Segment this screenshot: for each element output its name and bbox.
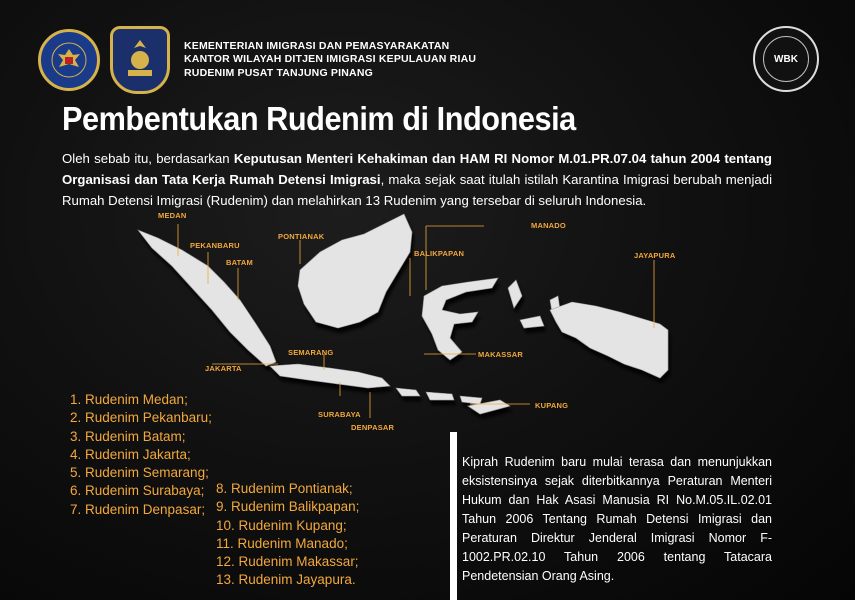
- intro-regulation: Keputusan Menteri Kehakiman dan HAM RI Nomor M.01.PR.07.04 tahun 2004 tentang Organisasi dan Tata Kerja Rumah Detensi Imigrasi: [62, 151, 772, 187]
- list-item: 3. Rudenim Batam;: [70, 428, 186, 444]
- history-note: Kiprah Rudenim baru mulai terasa dan menunjukkan eksistensinya sejak diterbitkannya Peraturan Menteri Hukum dan Hak Asasi Manusia RI No.M.05.IL.02.01 Tahun 2006 Tentang Rumah Detensi Imigrasi dan Peraturan Direktur Jenderal Imigrasi Nomor F-1002.PR.02.10 Tahun 2006 tentang Tatacara Pendetensian Orang Asing.: [462, 455, 772, 583]
- map-label-batam: BATAM: [226, 258, 253, 267]
- map-label-pekanbaru: PEKANBARU: [190, 241, 240, 250]
- map-label-kupang: KUPANG: [535, 401, 569, 410]
- institution-line-2: KANTOR WILAYAH DITJEN IMIGRASI KEPULAUAN RIAU: [184, 53, 477, 66]
- garuda-emblem-icon: [38, 29, 100, 91]
- list-item: 5. Rudenim Semarang;: [70, 465, 209, 481]
- nusa-tenggara-islands: [396, 388, 510, 414]
- vertical-divider: [450, 432, 457, 600]
- wbk-badge-text: WBK: [763, 36, 809, 82]
- map-label-balikpapan: BALIKPAPAN: [414, 249, 465, 258]
- list-item: 10. Rudenim Kupang;: [216, 517, 347, 533]
- sumatra-island: [138, 230, 276, 366]
- rudenim-list-left: [70, 391, 212, 519]
- list-item: 8. Rudenim Pontianak;: [216, 481, 353, 496]
- map-label-jayapura: JAYAPURA: [634, 251, 676, 260]
- java-island: [270, 364, 390, 388]
- papua-island: [550, 302, 668, 378]
- map-label-jakarta: JAKARTA: [205, 364, 242, 373]
- list-item: 6. Rudenim Surabaya;: [70, 483, 205, 499]
- map-label-medan: MEDAN: [158, 211, 187, 220]
- list-item: 9. Rudenim Balikpapan;: [216, 499, 360, 515]
- list-item: 13. Rudenim Jayapura.: [216, 572, 356, 588]
- list-item: 2. Rudenim Pekanbaru;: [70, 410, 212, 426]
- intro-lead: Oleh sebab itu, berdasarkan: [62, 151, 234, 166]
- header: [38, 26, 476, 94]
- sulawesi-island: [422, 278, 498, 360]
- list-item: 11. Rudenim Manado;: [216, 535, 348, 551]
- rudenim-list-right: [216, 480, 359, 590]
- institution-name: [184, 40, 476, 81]
- map-label-pontianak: PONTIANAK: [278, 232, 325, 241]
- map-label-denpasar: DENPASAR: [351, 423, 395, 432]
- imigrasi-emblem-icon: [110, 26, 170, 94]
- map-label-manado: MANADO: [531, 221, 566, 230]
- list-item: 1. Rudenim Medan;: [70, 392, 188, 407]
- page-title: Pembentukan Rudenim di Indonesia: [62, 100, 576, 137]
- map-label-makassar: MAKASSAR: [478, 350, 523, 359]
- wbk-badge-icon: [753, 26, 819, 92]
- list-item: 4. Rudenim Jakarta;: [70, 446, 191, 462]
- list-item: 12. Rudenim Makassar;: [216, 554, 359, 570]
- institution-line-1: KEMENTERIAN IMIGRASI DAN PEMASYARAKATAN: [184, 39, 450, 52]
- list-item: 7. Rudenim Denpasar;: [70, 501, 206, 517]
- map-label-semarang: SEMARANG: [288, 348, 334, 357]
- institution-line-3: RUDENIM PUSAT TANJUNG PINANG: [184, 66, 373, 79]
- maluku-islands: [508, 280, 560, 328]
- intro-rest: , maka sejak saat itulah istilah Karantina Imigrasi berubah menjadi Rumah Detensi Imigrasi (Rudenim) dan melahirkan 13 Rudenim yang tersebar di seluruh Indonesia.: [62, 172, 772, 208]
- map-label-surabaya: SURABAYA: [318, 410, 361, 419]
